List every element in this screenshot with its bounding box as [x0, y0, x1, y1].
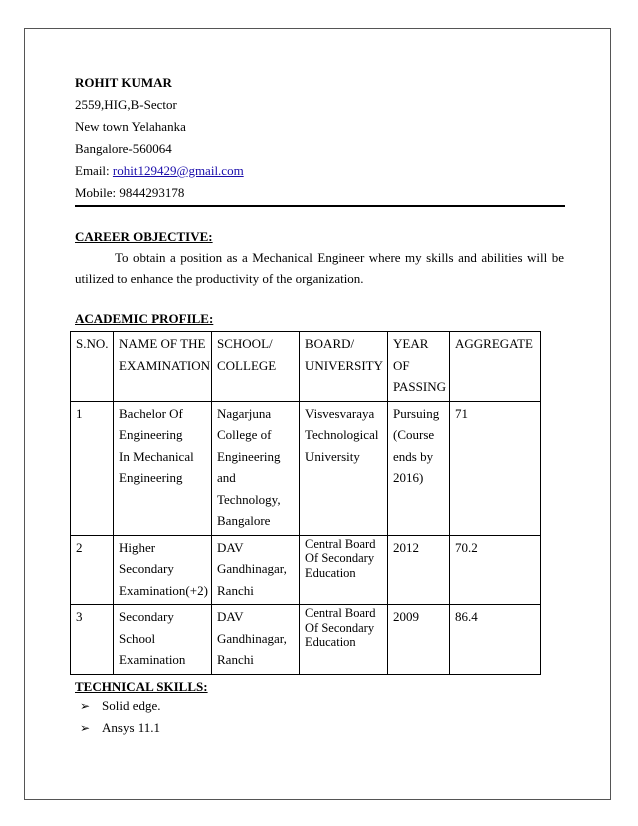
cell-line: Bachelor Of [119, 405, 183, 421]
career-objective-text: To obtain a position as a Mechanical Engineer where my skills and abilities will be utilized to enhance the productivity of the organization. [75, 250, 564, 286]
cell-line: Gandhinagar, [217, 561, 287, 576]
column-header [71, 332, 114, 402]
year-cell [388, 605, 450, 675]
skill-label: Ansys 11.1 [102, 720, 161, 735]
cell-line: Secondary [119, 609, 174, 624]
cell-line: ends by [393, 448, 434, 464]
cell-line: College of [217, 427, 272, 442]
cell-line: 2012 [393, 539, 419, 555]
sno-cell: 2 [71, 535, 114, 605]
cell-line: OF [393, 357, 410, 373]
cell-line: Technology, [217, 491, 281, 507]
address-line-3: Bangalore-560064 [75, 141, 172, 156]
board-cell [300, 535, 388, 605]
cell-line: Education [305, 635, 356, 649]
table-row [71, 535, 541, 605]
cell-line: In Mechanical [119, 448, 194, 464]
email-link[interactable]: rohit129429@gmail.com [112, 163, 244, 178]
cell-line: DAV [217, 609, 244, 624]
cell-line: Central Board [305, 606, 376, 620]
cell-line: Gandhinagar, [217, 630, 287, 646]
skill-label: Solid edge. [102, 698, 161, 713]
cell-line: Engineering [119, 427, 183, 442]
column-header [212, 332, 300, 402]
address-line-2: New town Yelahanka [75, 119, 186, 134]
cell-line: 2016) [393, 470, 424, 485]
cell-line: University [305, 448, 360, 464]
cell-line: School [119, 630, 156, 646]
cell-line: Ranchi [217, 652, 254, 667]
cell-line: Bangalore [217, 513, 271, 528]
skill-item [80, 698, 161, 720]
cell-line: Examination [119, 652, 186, 667]
cell-line: EXAMINATION [119, 357, 210, 373]
cell-line: YEAR [393, 336, 429, 351]
sno-cell: 1 [71, 401, 114, 535]
cell-line: Of Secondary [305, 551, 375, 565]
aggregate-cell: 70.2 [450, 535, 541, 605]
exam-cell [114, 535, 212, 605]
board-cell [300, 401, 388, 535]
cell-line: Of Secondary [305, 620, 375, 635]
academic-profile-heading: ACADEMIC PROFILE: [75, 311, 214, 326]
year-cell [388, 401, 450, 535]
email-label: Email: [75, 163, 113, 178]
cell-line: (Course [393, 427, 435, 442]
school-cell [212, 535, 300, 605]
cell-line: and [217, 470, 236, 485]
cell-line: PASSING [393, 379, 446, 394]
cell-line: 2009 [393, 609, 419, 624]
school-cell [212, 401, 300, 535]
cell-line: Pursuing [393, 405, 440, 421]
table-row [71, 401, 541, 535]
year-cell [388, 535, 450, 605]
arrowhead-bullet-icon: ➢ [80, 699, 91, 713]
cell-line: AGGREGATE [455, 336, 533, 351]
column-header [388, 332, 450, 402]
exam-cell [114, 401, 212, 535]
cell-line: Examination(+2) [119, 582, 208, 598]
cell-line: BOARD/ [305, 336, 355, 351]
technical-skills-heading: TECHNICAL SKILLS: [75, 679, 208, 694]
table-row [71, 605, 541, 675]
sno-cell: 3 [71, 605, 114, 675]
skill-item [80, 720, 161, 742]
board-cell [300, 605, 388, 675]
mobile-line: Mobile: 9844293178 [75, 185, 185, 200]
cell-line: S.NO. [76, 336, 109, 351]
cell-line: Nagarjuna [217, 405, 272, 421]
cell-line: Higher [119, 539, 156, 555]
cell-line: COLLEGE [217, 357, 277, 373]
candidate-name: ROHIT KUMAR [75, 75, 172, 90]
column-header [114, 332, 212, 402]
cell-line: DAV [217, 539, 244, 555]
cell-line: Engineering [217, 448, 281, 464]
cell-line: Education [305, 565, 356, 580]
email-line [75, 163, 244, 179]
cell-line: Engineering [119, 470, 183, 485]
career-objective-heading: CAREER OBJECTIVE: [75, 229, 213, 244]
cell-line: Ranchi [217, 582, 254, 598]
address-line-1: 2559,HIG,B-Sector [75, 97, 177, 112]
header-divider [75, 205, 565, 207]
exam-cell [114, 605, 212, 675]
technical-skills-list [80, 698, 161, 742]
cell-line: Secondary [119, 561, 174, 576]
cell-line: NAME OF THE [119, 336, 206, 351]
school-cell [212, 605, 300, 675]
column-header [300, 332, 388, 402]
cell-line: Technological [305, 427, 379, 442]
cell-line: Visvesvaraya [305, 405, 375, 421]
academic-table [70, 331, 541, 675]
cell-line: Central Board [305, 536, 376, 551]
aggregate-cell: 71 [450, 401, 541, 535]
aggregate-cell: 86.4 [450, 605, 541, 675]
table-header-row [71, 332, 541, 402]
arrowhead-bullet-icon: ➢ [80, 721, 91, 735]
cell-line: SCHOOL/ [217, 336, 273, 351]
column-header [450, 332, 541, 402]
cell-line: UNIVERSITY [305, 357, 383, 373]
